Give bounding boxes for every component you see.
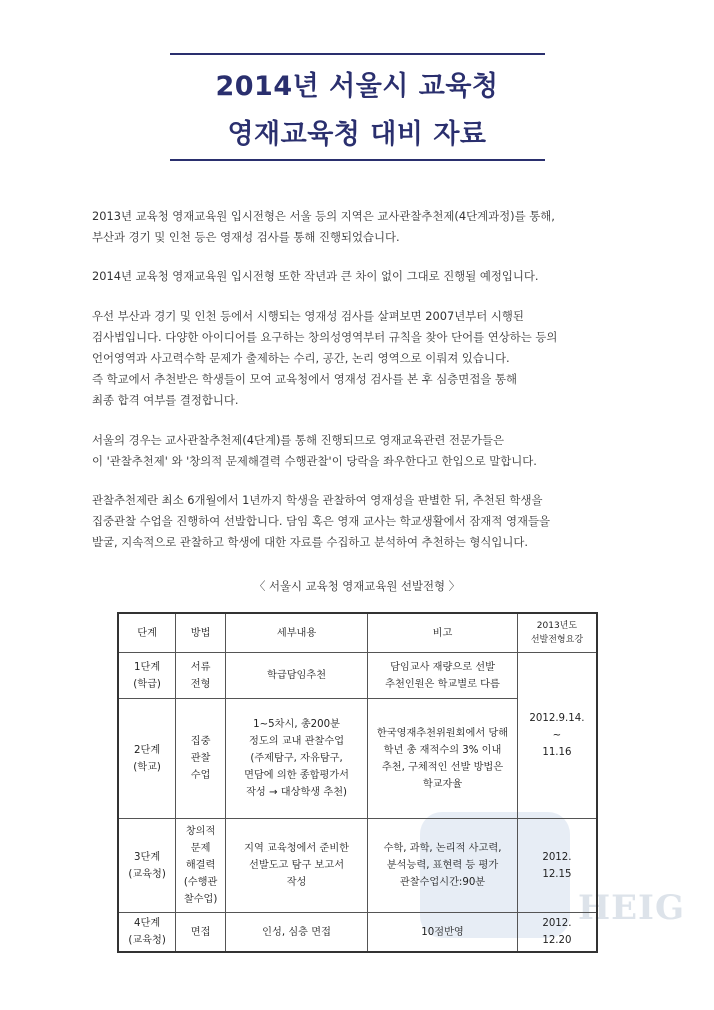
- watermark-logo: HEIG: [578, 888, 685, 928]
- cell-line: 10점반영: [421, 926, 464, 938]
- details-cell: [225, 699, 367, 819]
- paragraph-line: 관찰추천제란 최소 6개월에서 1년까지 학생을 관찰하여 영재성을 판별한 뒤, 추천된 학생을: [92, 493, 543, 507]
- cell-line: 11.16: [542, 747, 572, 758]
- table-header-row: [118, 613, 597, 653]
- cell-line: 4단계: [134, 918, 161, 929]
- cell-line: 한국영재추천위원회에서 당해: [376, 727, 509, 739]
- table-row: [118, 913, 597, 953]
- cell-line: 정도의 교내 관찰수업: [249, 736, 345, 747]
- stage-cell: [118, 819, 176, 913]
- cell-line: 찰수업): [183, 894, 218, 905]
- cell-line: 수학, 과학, 논리적 사고력,: [383, 843, 502, 854]
- cell-line: 3단계: [134, 851, 161, 863]
- page-title-line-1: 2014년 서울시 교육청: [215, 71, 499, 102]
- header-stage: 단계: [118, 613, 176, 653]
- paragraph-line: 최종 합격 여부를 결정합니다.: [92, 393, 239, 407]
- cell-line: 문제: [190, 843, 211, 854]
- cell-line: 추천인원은 학교별로 다름: [385, 678, 500, 690]
- details-cell: [225, 913, 367, 953]
- cell-line: 작성 → 대상학생 추천): [246, 787, 348, 798]
- method-cell: [176, 913, 226, 953]
- title-top-rule: [170, 53, 545, 55]
- cell-line: (교육청): [128, 935, 166, 946]
- cell-line: (학교): [133, 761, 161, 773]
- paragraph-line: 언어영역과 사고력수학 문제가 출제하는 수리, 공간, 논리 영역으로 이뤄져 있습니다.: [92, 351, 510, 365]
- paragraph-line: 서울의 경우는 교사관찰추천제(4단계)를 통해 진행되므로 영재교육관련 전문가들은: [92, 433, 504, 447]
- details-cell: [225, 653, 367, 699]
- cell-line: 서류: [190, 661, 211, 673]
- cell-line: 전형: [190, 678, 211, 690]
- paragraph-line: 검사법입니다. 다양한 아이디어를 요구하는 창의성영역부터 규칙을 찾아 단어를 연상하는 등의: [92, 330, 558, 344]
- method-cell: [176, 819, 226, 913]
- stage-cell: [118, 699, 176, 819]
- cell-line: 창의적: [185, 826, 216, 837]
- cell-line: 1단계: [134, 661, 161, 673]
- paragraph-line: 부산과 경기 및 인천 등은 영재성 검사를 통해 진행되었습니다.: [92, 230, 400, 244]
- table-caption: 〈 서울시 교육청 영재교육원 선발전형 〉: [254, 579, 460, 593]
- stage-cell: [118, 653, 176, 699]
- cell-line: 작성: [286, 877, 307, 888]
- paragraph-line: 발굴, 지속적으로 관찰하고 학생에 대한 자료를 수집하고 분석하여 추천하는 형식입니다.: [92, 535, 528, 549]
- cell-line: ~: [552, 730, 562, 741]
- cell-line: 해결력: [185, 860, 216, 871]
- paragraph-line: 우선 부산과 경기 및 인천 등에서 시행되는 영재성 검사를 살펴보면 2007년부터 시행된: [92, 309, 524, 323]
- cell-line: 선발도고 탐구 보고서: [249, 860, 345, 871]
- header-schedule: [517, 613, 597, 653]
- header-schedule-line: 2013년도: [536, 621, 578, 631]
- cell-line: 1~5차시, 총200분: [253, 719, 340, 730]
- header-details: 세부내용: [225, 613, 367, 653]
- cell-line: 학교자율: [422, 778, 463, 790]
- paragraph-line: 즉 학교에서 추천받은 학생들이 모여 교육청에서 영재성 검사를 본 후 심층면접을 통해: [92, 372, 517, 386]
- paragraph-line: 2014년 교육청 영재교육원 입시전형 또한 작년과 큰 차이 없이 그대로 진행될 예정입니다.: [92, 269, 539, 283]
- remarks-cell: [368, 913, 518, 953]
- cell-line: (주제탐구, 자유탐구,: [250, 753, 343, 764]
- cell-line: 2012.: [542, 851, 572, 863]
- method-cell: [176, 653, 226, 699]
- table-row: [118, 819, 597, 913]
- cell-line: 추천, 구체적인 선발 방법은: [381, 761, 504, 773]
- cell-line: 인성, 심층 면접: [262, 926, 331, 938]
- cell-line: 학년 총 재적수의 3% 이내: [383, 744, 502, 756]
- cell-line: 집중: [190, 736, 211, 747]
- schedule-cell: [517, 913, 597, 953]
- remarks-cell: [368, 653, 518, 699]
- method-cell: [176, 699, 226, 819]
- cell-line: 학급담임추천: [267, 670, 327, 681]
- details-cell: [225, 819, 367, 913]
- paragraph-seoul-case: [92, 430, 652, 472]
- cell-line: 12.15: [542, 868, 572, 880]
- schedule-cell-merged: [517, 653, 597, 819]
- cell-line: (수행관: [183, 877, 218, 888]
- selection-process-table: [117, 612, 598, 953]
- cell-line: (학급): [133, 678, 161, 690]
- cell-line: 2012.9.14.: [529, 713, 585, 724]
- stage-cell: [118, 913, 176, 953]
- paragraph-line: 2013년 교육청 영재교육원 입시전형은 서울 등의 지역은 교사관찰추천제(4단계과정)를 통해,: [92, 209, 555, 223]
- header-method: 방법: [176, 613, 226, 653]
- cell-line: 2단계: [134, 744, 161, 756]
- cell-line: 면담에 의한 종합평가서: [244, 770, 349, 781]
- cell-line: 지역 교육청에서 준비한: [244, 843, 349, 854]
- header-remarks: 비고: [368, 613, 518, 653]
- header-schedule-line: 선발전형요강: [530, 635, 584, 645]
- cell-line: 관찰수업시간:90분: [399, 877, 486, 888]
- cell-line: 분석능력, 표현력 등 평가: [386, 860, 499, 871]
- paragraph-2014-plan: [92, 266, 652, 287]
- paragraph-intro: [92, 206, 652, 248]
- paragraph-line: 이 '관찰추천제' 와 '창의적 문제해결력 수행관찰'이 당락을 좌우한다고 한입으로 말합니다.: [92, 454, 537, 468]
- page-title-line-2: 영재교육청 대비 자료: [227, 119, 487, 150]
- cell-line: 수업: [190, 770, 211, 781]
- paragraph-observation-system: [92, 490, 652, 553]
- cell-line: (교육청): [128, 868, 166, 880]
- cell-line: 담임교사 재량으로 선발: [390, 661, 495, 673]
- cell-line: 관찰: [190, 753, 211, 764]
- remarks-cell: [368, 819, 518, 913]
- schedule-cell: [517, 819, 597, 913]
- cell-line: 2012.: [542, 918, 572, 929]
- title-bottom-rule: [170, 159, 545, 161]
- cell-line: 12.20: [542, 935, 572, 946]
- paragraph-line: 집중관찰 수업을 진행하여 선발합니다. 담임 혹은 영재 교사는 학교생활에서 잠재적 영재들을: [92, 514, 550, 528]
- remarks-cell: [368, 699, 518, 819]
- cell-line: 면접: [190, 926, 211, 938]
- paragraph-gifted-test: [92, 306, 652, 411]
- table-row: [118, 653, 597, 699]
